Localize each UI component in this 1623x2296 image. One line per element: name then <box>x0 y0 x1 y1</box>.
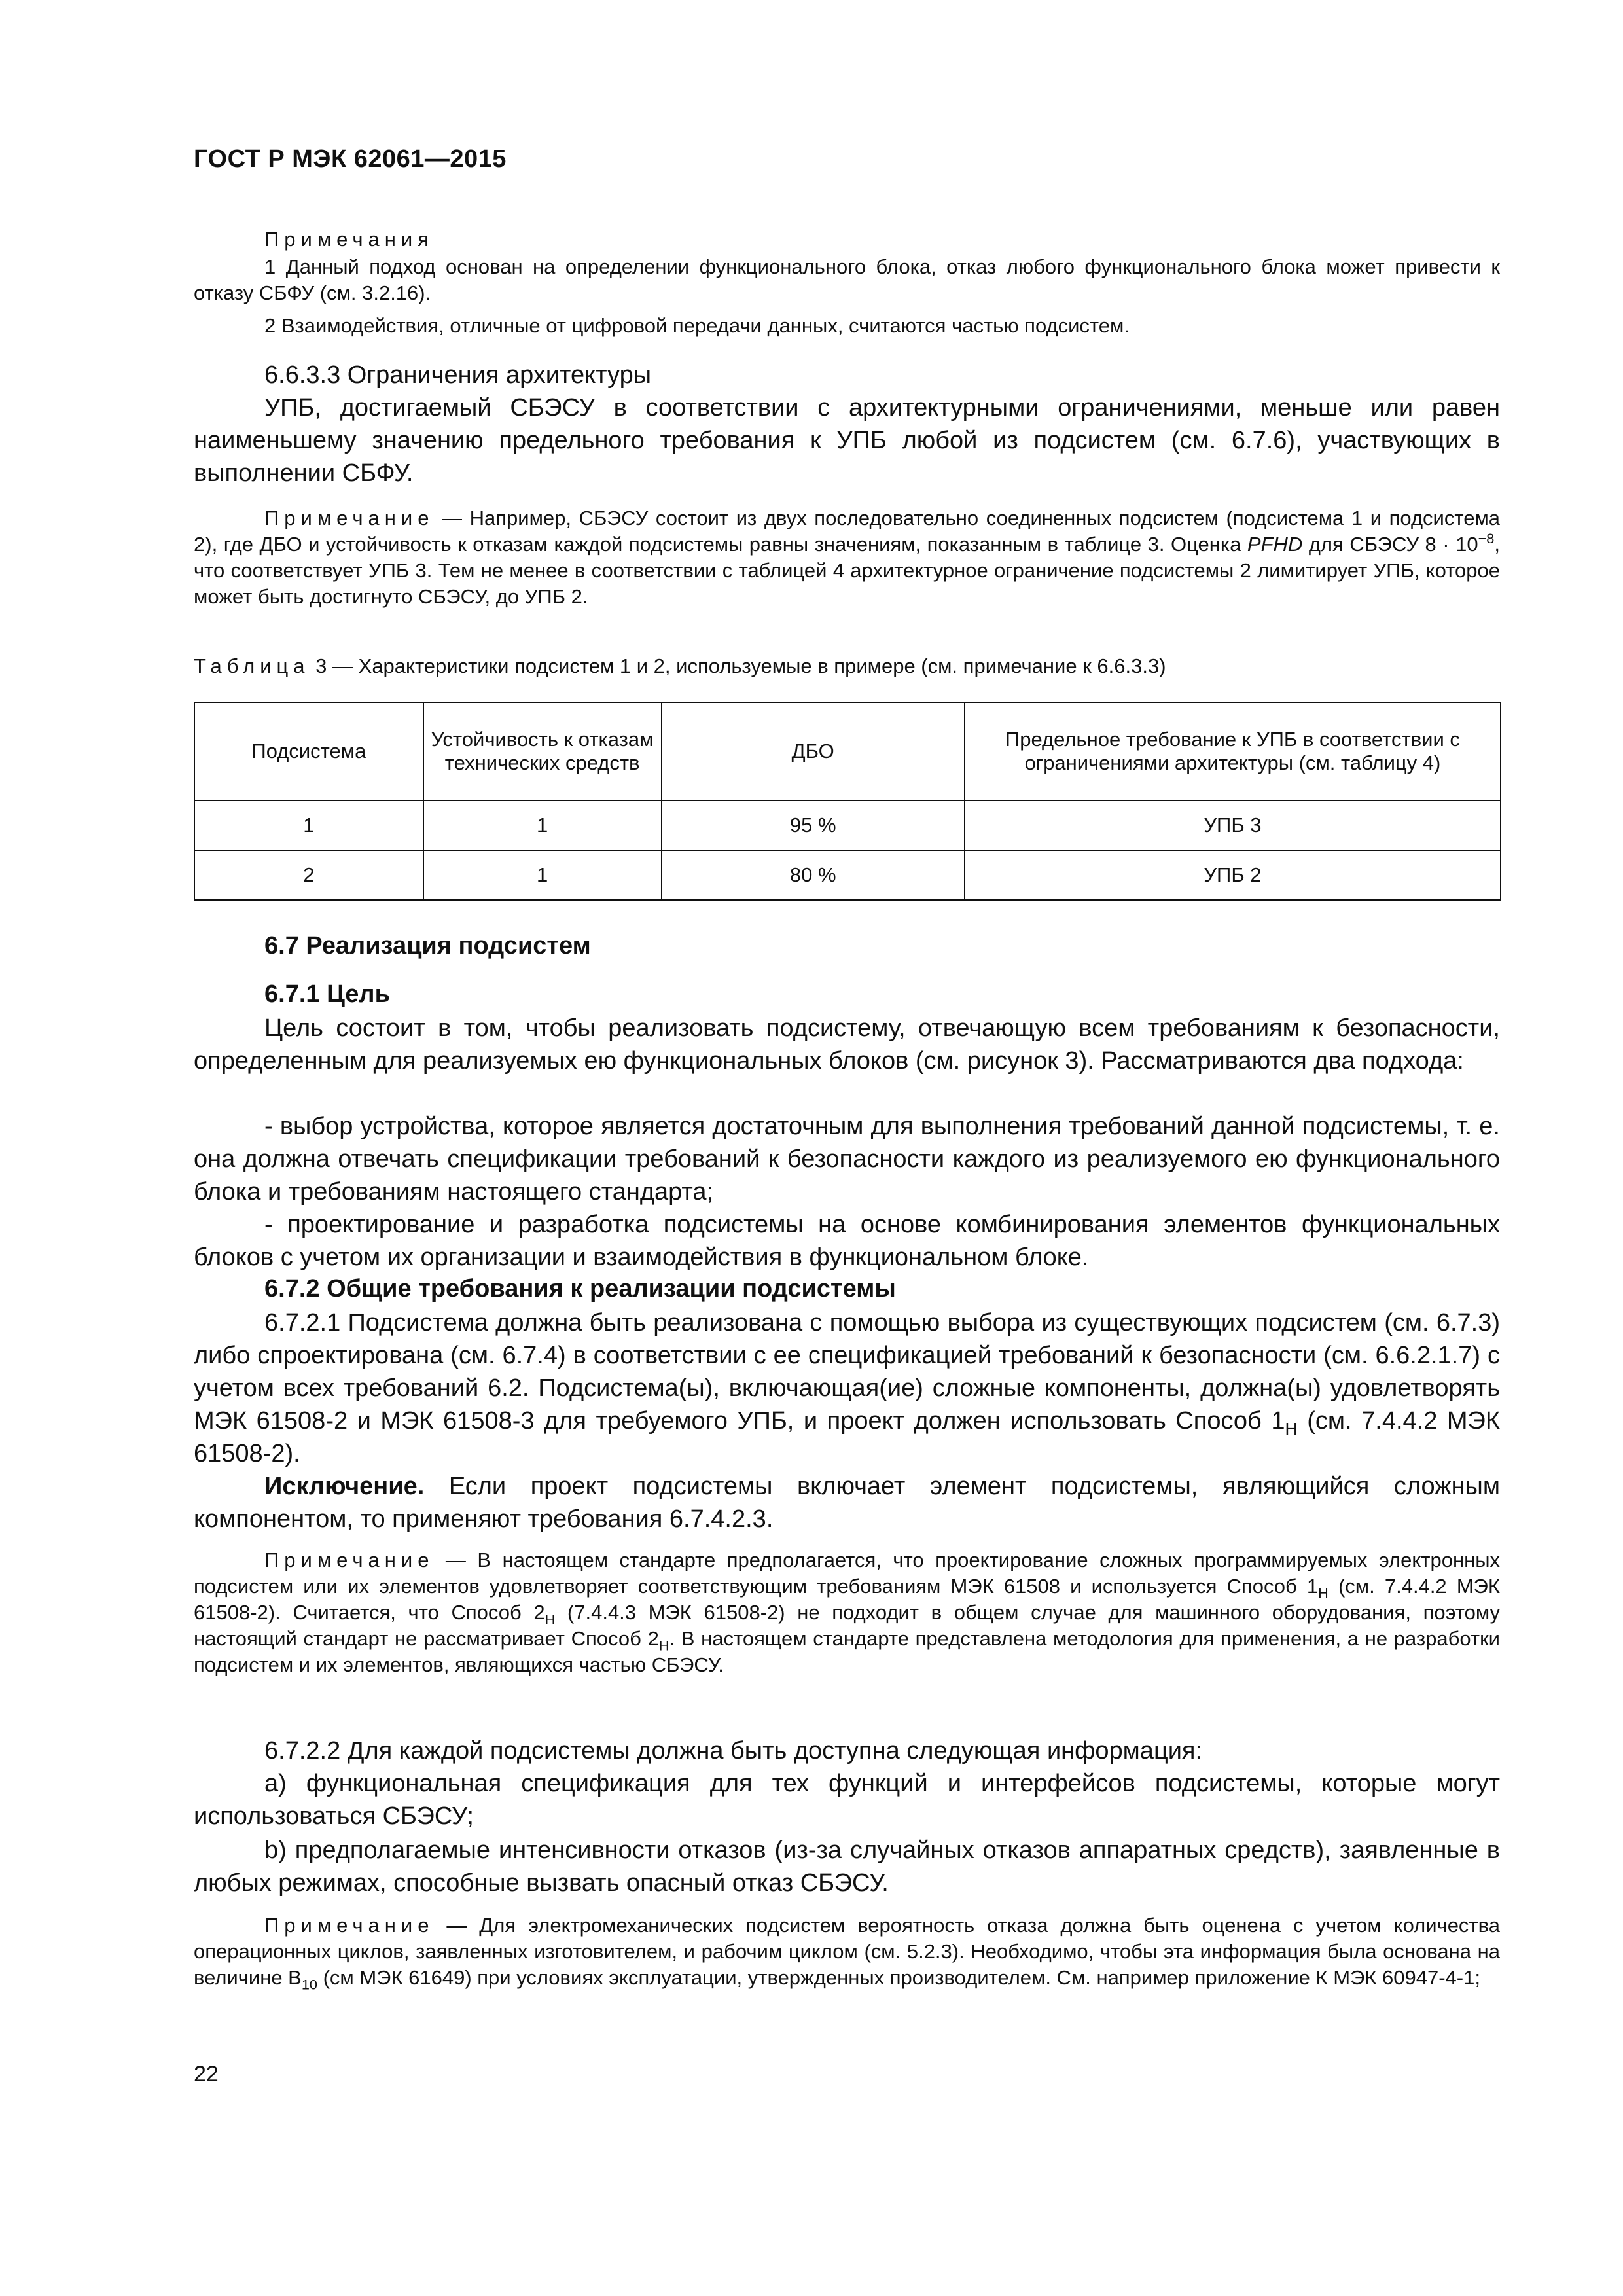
note-2: 2 Взаимодействия, отличные от цифровой передачи данных, считаются частью подсистем. <box>264 314 1130 337</box>
note3-sub: 10 <box>301 1976 317 1993</box>
exception-label: Исключение. <box>264 1473 425 1500</box>
table-caption <box>194 655 1166 678</box>
table-cell: 1 <box>423 850 662 900</box>
notes-title-line <box>194 226 1500 253</box>
note-exponent: −8 <box>1478 530 1495 547</box>
header-subsystem: Подсистема <box>194 702 423 800</box>
note-architecture <box>194 505 1500 610</box>
item-b: b) предполагаемые интенсивности отказов (из-за случайных отказов аппаратных средств), заявленные в любых режимах, способные вызвать опасный отказ СБЭСУ. <box>194 1837 1500 1897</box>
document-header: ГОСТ Р МЭК 62061—2015 <box>194 145 507 173</box>
table-cell: УПБ 3 <box>965 800 1501 850</box>
section-6-6-3-3-text: УПБ, достигаемый СБЭСУ в соответствии с архитектурными ограничениями, меньше или равен наименьшему значению предельного требования к УПБ любой из подсистем (см. 6.7.6), участвующих в выполнении СБФУ. <box>194 394 1500 487</box>
header-sil-limit: Предельное требование к УПБ в соответствии с ограничениями архитектуры (см. таблицу 4) <box>965 702 1501 800</box>
note-1: 1 Данный подход основан на определении функционального блока, отказ любого функционального блока может привести к отказу СБФУ (см. 3.2.16). <box>194 255 1500 304</box>
section-6-7-2-heading: 6.7.2 Общие требования к реализации подсистемы <box>264 1275 896 1302</box>
table-cell: 80 % <box>662 850 965 900</box>
section-6-7-heading: 6.7 Реализация подсистем <box>264 932 591 960</box>
note-text-b: для СБЭСУ 8 · 10 <box>1302 533 1478 556</box>
note2-a: — В настоящем стандарте предполагается, что проектирование сложных программируемых электронных подсистем или их элементов удовлетворяет соответствующим требованиям МЭК 61508 и используется Способ 1 <box>194 1549 1500 1598</box>
note2-sub3: H <box>658 1637 669 1654</box>
header-fault-tolerance: Устойчивость к отказам технических средств <box>423 702 662 800</box>
note2-label: Примечание <box>264 1549 435 1571</box>
table-caption-text: 3 — Характеристики подсистем 1 и 2, используемые в примере (см. примечание к 6.6.3.3) <box>310 655 1166 677</box>
p6721-end: (см. 7.4.4.2 МЭК 61508-2). <box>194 1407 1500 1467</box>
section-6-7-2-1 <box>194 1306 1500 1470</box>
table-cell: 1 <box>423 800 662 850</box>
page-number: 22 <box>194 2062 219 2087</box>
note2-c: (7.4.4.3 МЭК 61508-2) не подходит в общем случае для машинного оборудования, поэтому настоящий стандарт не рассматривает Способ 2 <box>194 1601 1500 1650</box>
p6721-text: 6.7.2.1 Подсистема должна быть реализована с помощью выбора из существующих подсистем (см. 6.7.3) либо спроектирована (см. 6.7.4) в соответствии с ее спецификацией требований к безопасности (см. 6.6.2.1.7) с учетом всех требований 6.2. Подсистема(ы), включающая(ие) сложные компоненты, должна(ы) удовлетворять МЭК 61508-2 и МЭК 61508-3 для требуемого УПБ, и проект должен использовать Способ 1 <box>194 1309 1500 1435</box>
table-cell: 2 <box>194 850 423 900</box>
notes-title: Примечания <box>264 228 434 251</box>
bullet-2: - проектирование и разработка подсистемы на основе комбинирования элементов функциональных блоков с учетом их организации и взаимодействия в функциональном блоке. <box>194 1211 1500 1271</box>
note3-a: — Для электромеханических подсистем вероятность отказа должна быть оценена с учетом количества операционных циклов, заявленных изготовителем, и рабочим циклом (см. 5.2.3). Необходимо, чтобы эта информация была основана на величине B <box>194 1914 1500 1989</box>
table-3 <box>194 702 1501 901</box>
table-row <box>194 850 1501 900</box>
note-electromechanical <box>194 1912 1500 1991</box>
p6721-sub: H <box>1285 1419 1298 1439</box>
exception-text: Если проект подсистемы включает элемент подсистемы, являющийся сложным компонентом, то применяют требования 6.7.4.2.3. <box>194 1473 1500 1533</box>
header-dbo: ДБО <box>662 702 965 800</box>
note2-b: (см. 7.4.4.2 МЭК 61508-2). Считается, что Способ 2 <box>194 1575 1500 1624</box>
item-a: a) функциональная спецификация для тех функций и интерфейсов подсистемы, которые могут использоваться СБЭСУ; <box>194 1770 1500 1830</box>
table-caption-label: Таблица <box>194 655 310 677</box>
note-label: Примечание <box>264 507 435 529</box>
section-6-7-1-heading: 6.7.1 Цель <box>264 980 390 1008</box>
table-cell: 95 % <box>662 800 965 850</box>
table-header-row <box>194 702 1501 800</box>
note-text-c: , что соответствует УПБ 3. Тем не менее в соответствии с таблицей 4 архитектурное ограничение подсистемы 2 лимитирует УПБ, которое может быть достигнуто СБЭСУ, до УПБ 2. <box>194 533 1500 608</box>
note-text-a: — Например, СБЭСУ состоит из двух последовательно соединенных подсистем (подсистема 1 и подсистема 2), где ДБО и устойчивость к отказам каждой подсистемы равны значениям, показанным в таблице 3. Оценка <box>194 507 1500 556</box>
note-pfhd: PFHD <box>1247 533 1303 556</box>
section-6-6-3-3-heading: 6.6.3.3 Ограничения архитектуры <box>264 361 652 389</box>
note2-d: . В настоящем стандарте представлена методология для применения, а не разработки подсистем и их элементов, являющихся частью СБЭСУ. <box>194 1627 1500 1676</box>
table-cell: 1 <box>194 800 423 850</box>
section-6-7-1-text: Цель состоит в том, чтобы реализовать подсистему, отвечающую всем требованиям к безопасности, определенным для реализуемых ею функциональных блоков (см. рисунок 3). Рассматриваются два подхода: <box>194 1014 1500 1075</box>
note3-label: Примечание <box>264 1914 435 1937</box>
section-6-7-2-2: 6.7.2.2 Для каждой подсистемы должна быть доступна следующая информация: <box>264 1737 1203 1765</box>
exception-paragraph <box>194 1470 1500 1535</box>
note-complex-components <box>194 1547 1500 1678</box>
table-row <box>194 800 1501 850</box>
bullet-1: - выбор устройства, которое является достаточным для выполнения требований данной подсистемы, т. е. она должна отвечать спецификации требований к безопасности каждого из реализуемого ею функционального блока и требованиям настоящего стандарта; <box>194 1113 1500 1206</box>
note3-b: (см МЭК 61649) при условиях эксплуатации, утвержденных производителем. См. например приложение К МЭК 60947-4-1; <box>317 1966 1480 1989</box>
table-cell: УПБ 2 <box>965 850 1501 900</box>
note2-sub1: H <box>1318 1585 1329 1602</box>
note2-sub2: H <box>544 1611 556 1628</box>
